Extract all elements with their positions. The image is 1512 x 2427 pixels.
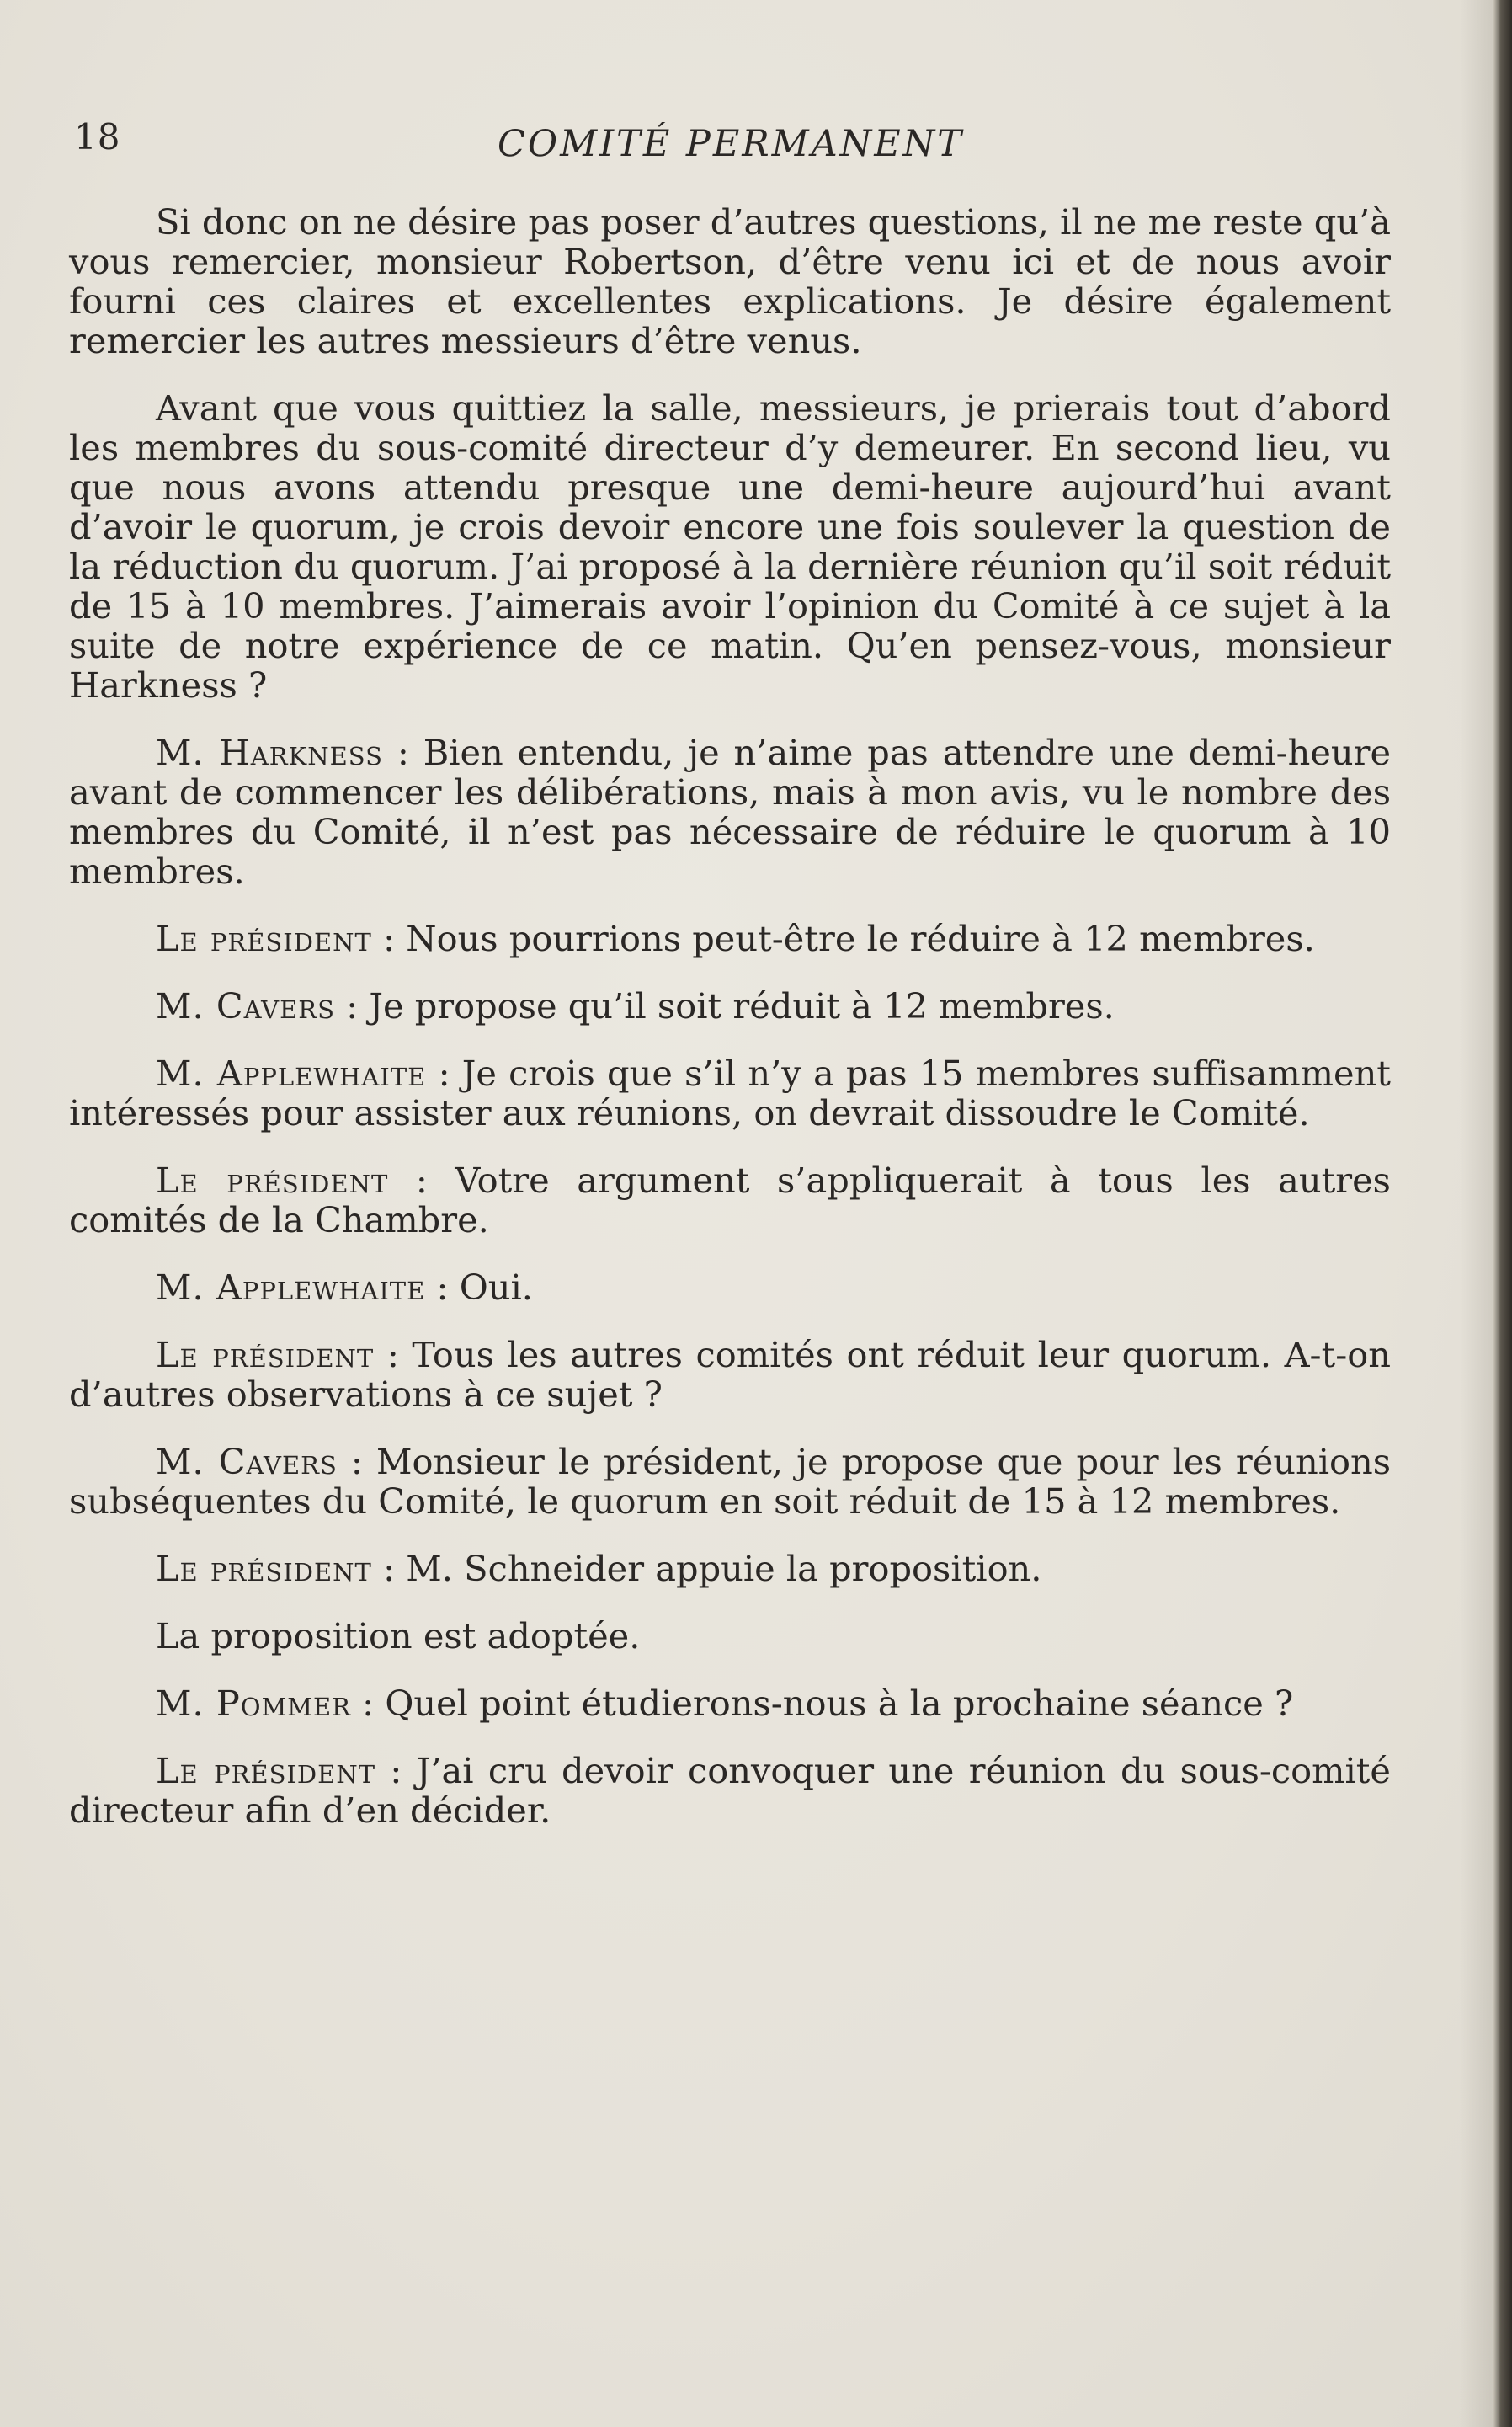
body-text <box>69 202 1391 1858</box>
speaker-separator: : <box>375 1750 417 1791</box>
book-spine-edge <box>1493 0 1512 2427</box>
paragraph-text: Votre argument s’appliquerait à tous les autres comités de la Chambre. <box>69 1160 1391 1240</box>
speaker-name: Le président <box>156 1160 389 1201</box>
speaker-name: M. Pommer <box>156 1683 351 1724</box>
speaker-separator: : <box>350 1683 386 1724</box>
paragraph-text: Je crois que s’il n’y a pas 15 membres suffisamment intéressés pour assister aux réunions, on devrait dissoudre le Comité. <box>69 1053 1391 1133</box>
speaker-separator: : <box>371 1548 407 1589</box>
paragraph-text: Monsieur le président, je propose que pour les réunions subséquentes du Comité, le quorum en soit réduit de 15 à 12 membres. <box>69 1441 1391 1522</box>
running-title: COMITÉ PERMANENT <box>497 123 964 165</box>
paragraph <box>69 1751 1391 1830</box>
page-number: 18 <box>74 116 121 157</box>
speaker-name: M. Harkness <box>156 732 383 773</box>
speaker-name: Le président <box>156 1750 376 1791</box>
page-header <box>74 116 1387 167</box>
paragraph-text: M. Schneider appuie la proposition. <box>406 1548 1042 1589</box>
paragraph-text: Nous pourrions peut-être le réduire à 12 membres. <box>406 918 1315 959</box>
paragraph <box>69 986 1391 1026</box>
speaker-separator: : <box>388 1160 455 1201</box>
paragraph-text: Oui. <box>459 1267 533 1308</box>
speaker-separator: : <box>426 1053 462 1094</box>
paragraph <box>69 1616 1391 1656</box>
paragraph <box>69 202 1391 360</box>
speaker-name: Le président <box>156 918 372 959</box>
speaker-name: Le président <box>156 1548 372 1589</box>
paragraph <box>69 1335 1391 1414</box>
speaker-separator: : <box>374 1334 413 1375</box>
page-edge-shadow <box>1460 0 1493 2427</box>
paragraph <box>69 919 1391 958</box>
paragraph <box>69 1683 1391 1723</box>
paragraph <box>69 1549 1391 1588</box>
paragraph <box>69 1160 1391 1240</box>
speaker-separator: : <box>371 918 407 959</box>
speaker-name: M. Cavers <box>156 1441 338 1482</box>
paragraph <box>69 733 1391 891</box>
speaker-separator: : <box>334 985 370 1027</box>
paragraph-text: Quel point étudierons-nous à la prochaine séance ? <box>385 1683 1294 1724</box>
speaker-name: M. Cavers <box>156 985 335 1027</box>
speaker-name: M. Applewhaite <box>156 1053 427 1094</box>
speaker-separator: : <box>425 1267 460 1308</box>
paragraph-text: Tous les autres comités ont réduit leur quorum. A-t-on d’autres observations à ce sujet ? <box>69 1334 1391 1415</box>
paragraph-text: J’ai cru devoir convoquer une réunion du sous-comité directeur afin d’en décider. <box>69 1750 1391 1831</box>
paragraph-text: Bien entendu, je n’aime pas attendre une demi-heure avant de commencer les délibérations, mais à mon avis, vu le nombre des membres du Comité, il n’est pas nécessaire de réduire le quorum à 10 membres. <box>69 732 1392 892</box>
speaker-name: Le président <box>156 1334 375 1375</box>
paragraph-text: Si donc on ne désire pas poser d’autres questions, il ne me reste qu’à vous remercier, monsieur Robertson, d’être venu ici et de nous avoir fourni ces claires et excellentes explications. Je désire également remercier les autres messieurs d’être venus. <box>69 201 1391 361</box>
paragraph-text: Je propose qu’il soit réduit à 12 membres. <box>369 985 1115 1027</box>
paragraph <box>69 388 1391 705</box>
speaker-separator: : <box>337 1441 376 1482</box>
paragraph-text: Avant que vous quittiez la salle, messieurs, je prierais tout d’abord les membres du sous-comité directeur d’y demeurer. En second lieu, vu que nous avons attendu presque une demi-heure aujourd’hui avant d’avoir le quorum, je crois devoir encore une fois soulever la question de la réduction du quorum. J’ai proposé à la dernière réunion qu’il soit réduit de 15 à 10 membres. J’aimerais avoir l’opinion du Comité à ce sujet à la suite de notre expérience de ce matin. Qu’en pensez-vous, monsieur Harkness ? <box>69 387 1391 706</box>
paragraph <box>69 1442 1391 1521</box>
paragraph-text: La proposition est adoptée. <box>156 1615 641 1656</box>
speaker-separator: : <box>382 732 423 773</box>
speaker-name: M. Applewhaite <box>156 1267 426 1308</box>
paragraph <box>69 1053 1391 1133</box>
paragraph <box>69 1267 1391 1307</box>
